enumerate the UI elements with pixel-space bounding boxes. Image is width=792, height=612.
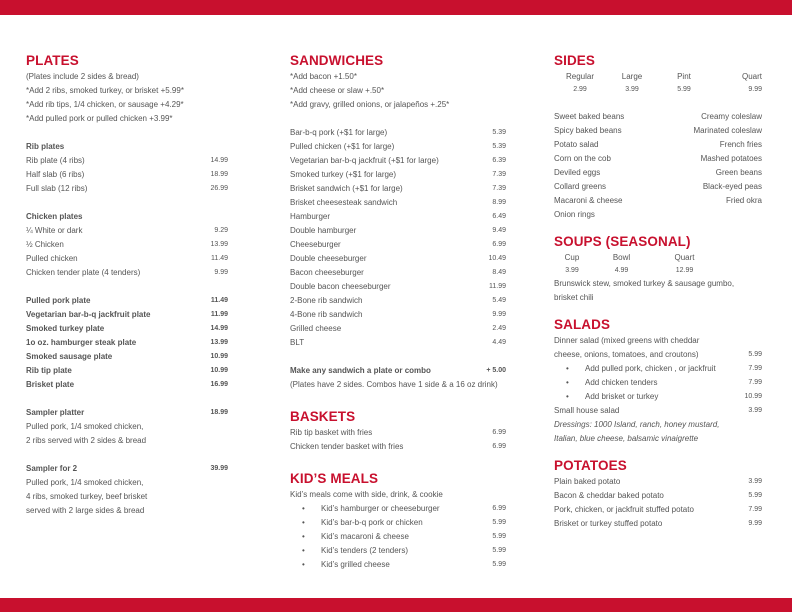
- item-description: served with 2 large sides & bread: [26, 506, 145, 515]
- item-name: Brisket sandwich (+$1 for large): [290, 184, 403, 193]
- menu-item: [26, 364, 228, 378]
- item-name: Kid’s macaroni & cheese: [321, 532, 409, 541]
- menu-item: [290, 516, 506, 530]
- item-price: 9.29: [214, 227, 228, 234]
- item-name: Kid’s tenders (2 tenders): [321, 546, 409, 555]
- menu-item: [26, 350, 228, 364]
- menu-item: [26, 322, 228, 336]
- bullet: •: [302, 560, 305, 569]
- item-name: Rib tip basket with fries: [290, 428, 373, 437]
- item-name: ¼ White or dark: [26, 226, 83, 235]
- item-price: 3.99: [748, 478, 762, 485]
- soups-title: SOUPS (SEASONAL): [554, 234, 691, 249]
- side-item: Mashed potatoes: [700, 154, 762, 163]
- menu-item: [290, 322, 506, 336]
- item-name: Smoked turkey (+$1 for large): [290, 170, 397, 179]
- item-price: 3.99: [748, 407, 762, 414]
- item-price: 7.99: [748, 379, 762, 386]
- size-label: Pint: [677, 72, 691, 81]
- item-name: Kid’s hamburger or cheeseburger: [321, 504, 440, 513]
- bullet: •: [302, 518, 305, 527]
- menu-item: [554, 404, 762, 418]
- item-price: 10.49: [488, 255, 506, 262]
- size-price: 9.99: [748, 86, 762, 93]
- menu-item: [290, 440, 506, 454]
- menu-item: [554, 362, 762, 376]
- item-name: Vegetarian bar-b-q jackfruit plate: [26, 310, 151, 319]
- size-price: 2.99: [573, 86, 587, 93]
- menu-item: [290, 140, 506, 154]
- chicken-plates-heading: Chicken plates: [26, 212, 83, 221]
- menu-item: [554, 517, 762, 531]
- item-price: 39.99: [210, 465, 228, 472]
- item-name: Sampler platter: [26, 408, 85, 417]
- item-name: Brisket or turkey stuffed potato: [554, 519, 663, 528]
- item-price: 8.49: [492, 269, 506, 276]
- menu-item: [26, 224, 228, 238]
- menu-item: [290, 294, 506, 308]
- item-name: BLT: [290, 338, 305, 347]
- side-item: Creamy coleslaw: [701, 112, 762, 121]
- menu-item: [290, 280, 506, 294]
- menu-item: [554, 348, 762, 362]
- item-price: 2.49: [492, 325, 506, 332]
- item-name: Grilled cheese: [290, 324, 342, 333]
- bullet: •: [566, 378, 569, 387]
- side-item: French fries: [719, 140, 762, 149]
- item-name: Smoked turkey plate: [26, 324, 105, 333]
- sides-row: [554, 152, 762, 166]
- menu-item: [290, 530, 506, 544]
- plates-note: *Add rib tips, 1/4 chicken, or sausage +4.29*: [26, 100, 184, 109]
- item-name: Smoked sausage plate: [26, 352, 113, 361]
- item-price: 7.99: [748, 365, 762, 372]
- item-name: cheese, onions, tomatoes, and croutons): [554, 350, 699, 359]
- item-price: 6.99: [492, 241, 506, 248]
- soup-size-table: [554, 251, 716, 277]
- item-price: 9.99: [492, 311, 506, 318]
- item-price: 9.49: [492, 227, 506, 234]
- baskets-title: BASKETS: [290, 409, 356, 424]
- item-name: Make any sandwich a plate or combo: [290, 366, 431, 375]
- item-name: Rib tip plate: [26, 366, 72, 375]
- menu-item: [26, 252, 228, 266]
- menu-item: [290, 336, 506, 350]
- sides-row: [554, 138, 762, 152]
- top-banner: [0, 0, 792, 15]
- item-name: Bacon & cheddar baked potato: [554, 491, 664, 500]
- bullet: •: [566, 364, 569, 373]
- size-label: Quart: [674, 253, 695, 262]
- soup-description: Brunswick stew, smoked turkey & sausage gumbo,: [554, 279, 735, 288]
- item-name: Double cheeseburger: [290, 254, 367, 263]
- sandwiches-title: SANDWICHES: [290, 53, 384, 68]
- item-name: Kid’s grilled cheese: [321, 560, 390, 569]
- item-name: Pulled chicken: [26, 254, 78, 263]
- item-price: 13.99: [210, 241, 228, 248]
- item-price: 7.39: [492, 185, 506, 192]
- rib-plates-heading: Rib plates: [26, 142, 65, 151]
- item-price: 18.99: [210, 171, 228, 178]
- item-description: Pulled pork, 1/4 smoked chicken,: [26, 478, 144, 487]
- menu-item: [554, 489, 762, 503]
- item-name: Pulled pork plate: [26, 296, 91, 305]
- item-price: + 5.00: [486, 367, 506, 374]
- item-name: Double hamburger: [290, 226, 357, 235]
- menu-item: [290, 558, 506, 572]
- menu-item: [290, 238, 506, 252]
- sides-title: SIDES: [554, 53, 596, 68]
- item-price: 6.99: [492, 443, 506, 450]
- sides-size-table: [554, 70, 762, 96]
- item-name: 1o oz. hamburger steak plate: [26, 338, 137, 347]
- sides-row: [554, 194, 762, 208]
- item-price: 5.99: [492, 547, 506, 554]
- side-item: Onion rings: [554, 210, 595, 219]
- menu-item: [26, 378, 228, 392]
- size-price: 4.99: [614, 267, 629, 274]
- item-name: Half slab (6 ribs): [26, 170, 85, 179]
- soup-description: brisket chili: [554, 293, 594, 302]
- bullet: •: [566, 392, 569, 401]
- side-item: Green beans: [715, 168, 762, 177]
- item-name: Vegetarian bar-b-q jackfruit (+$1 for large): [290, 156, 439, 165]
- menu-item: [26, 308, 228, 322]
- item-name: Cheeseburger: [290, 240, 341, 249]
- plates-note: *Add pulled pork or pulled chicken +3.99*: [26, 114, 173, 123]
- item-price: 6.39: [492, 157, 506, 164]
- item-price: 16.99: [210, 381, 228, 388]
- item-price: 5.99: [492, 561, 506, 568]
- item-name: Brisket cheesesteak sandwich: [290, 198, 398, 207]
- menu-item: [290, 168, 506, 182]
- potatoes-title: POTATOES: [554, 458, 627, 473]
- item-price: 5.39: [492, 143, 506, 150]
- item-name: Small house salad: [554, 406, 620, 415]
- side-item: Marinated coleslaw: [693, 126, 762, 135]
- side-item: Collard greens: [554, 182, 607, 191]
- item-name: Plain baked potato: [554, 477, 621, 486]
- item-price: 18.99: [210, 409, 228, 416]
- plates-title: PLATES: [26, 53, 79, 68]
- menu-item: [554, 475, 762, 489]
- size-label: Large: [621, 72, 643, 81]
- item-price: 5.99: [492, 533, 506, 540]
- item-name: Full slab (12 ribs): [26, 184, 88, 193]
- item-name: Double bacon cheeseburger: [290, 282, 391, 291]
- size-label: Quart: [741, 72, 762, 81]
- item-price: 7.39: [492, 171, 506, 178]
- menu-item: [554, 503, 762, 517]
- item-name: Pork, chicken, or jackfruit stuffed potato: [554, 505, 694, 514]
- item-name: Chicken tender plate (4 tenders): [26, 268, 141, 277]
- dressings-note: Italian, blue cheese, balsamic vinaigrette: [554, 434, 699, 443]
- item-price: 8.99: [492, 199, 506, 206]
- item-name: Pulled chicken (+$1 for large): [290, 142, 395, 151]
- sides-row: [554, 166, 762, 180]
- sides-row: [554, 208, 762, 222]
- sides-row: [554, 124, 762, 138]
- item-name: 2-Bone rib sandwich: [290, 296, 363, 305]
- size-label: Regular: [565, 72, 594, 81]
- sandwich-list: [290, 126, 506, 350]
- salad-description: Dinner salad (mixed greens with cheddar: [554, 336, 700, 345]
- item-name: Sampler for 2: [26, 464, 78, 473]
- plates-note: (Plates include 2 sides & bread): [26, 72, 139, 81]
- item-name: Rib plate (4 ribs): [26, 156, 85, 165]
- menu-item: [290, 544, 506, 558]
- sides-row: [554, 180, 762, 194]
- menu-item: [26, 238, 228, 252]
- menu-item: [290, 126, 506, 140]
- sides-list: [554, 110, 762, 222]
- item-name: Hamburger: [290, 212, 331, 221]
- side-item: Sweet baked beans: [554, 112, 625, 121]
- side-item: Corn on the cob: [554, 154, 611, 163]
- kids-note: Kid’s meals come with side, drink, & cookie: [290, 490, 443, 499]
- item-price: 5.49: [492, 297, 506, 304]
- item-price: 4.49: [492, 339, 506, 346]
- size-price: 12.99: [675, 267, 694, 274]
- side-item: Macaroni & cheese: [554, 196, 623, 205]
- size-label: Cup: [564, 253, 580, 262]
- combo-note: (Plates have 2 sides. Combos have 1 side & a 16 oz drink): [290, 380, 498, 389]
- item-price: 11.49: [210, 297, 228, 304]
- bullet: •: [302, 504, 305, 513]
- item-name: Add brisket or turkey: [585, 392, 659, 401]
- item-price: 26.99: [210, 185, 228, 192]
- size-price: 3.99: [565, 267, 579, 274]
- combo-item: [290, 364, 506, 378]
- item-name: ½ Chicken: [26, 240, 64, 249]
- menu-item: [26, 182, 228, 196]
- item-price: 7.99: [748, 506, 762, 513]
- menu-item: [290, 154, 506, 168]
- item-price: 5.99: [492, 519, 506, 526]
- side-item: Black-eyed peas: [702, 182, 762, 191]
- menu-item: [290, 210, 506, 224]
- item-name: Kid’s bar-b-q pork or chicken: [321, 518, 423, 527]
- item-description: 2 ribs served with 2 sides & bread: [26, 436, 147, 445]
- sandwiches-column: [290, 52, 506, 572]
- item-name: Add pulled pork, chicken , or jackfruit: [585, 364, 716, 373]
- sandwich-note: *Add bacon +1.50*: [290, 72, 357, 81]
- menu-item: [26, 154, 228, 168]
- item-price: 10.99: [744, 393, 762, 400]
- bullet: •: [302, 532, 305, 541]
- size-price: 5.99: [677, 86, 691, 93]
- item-price: 10.99: [210, 367, 228, 374]
- menu-item: [290, 252, 506, 266]
- menu-item: [554, 390, 762, 404]
- sandwich-note: *Add gravy, grilled onions, or jalapeños +.25*: [290, 100, 450, 109]
- sides-row: [554, 110, 762, 124]
- bottom-banner: [0, 598, 792, 612]
- item-description: 4 ribs, smoked turkey, beef brisket: [26, 492, 148, 501]
- sandwich-note: *Add cheese or slaw +.50*: [290, 86, 385, 95]
- kids-meals-title: KID’S MEALS: [290, 471, 379, 486]
- size-price: 3.99: [625, 86, 639, 93]
- item-price: 5.99: [748, 351, 762, 358]
- menu-item: [290, 196, 506, 210]
- menu-item: [290, 182, 506, 196]
- item-price: 14.99: [210, 157, 228, 164]
- menu-item: [26, 462, 228, 476]
- item-price: 10.99: [210, 353, 228, 360]
- side-item: Spicy baked beans: [554, 126, 622, 135]
- item-name: 4-Bone rib sandwich: [290, 310, 363, 319]
- menu-item: [290, 308, 506, 322]
- item-price: 9.99: [214, 269, 228, 276]
- menu-item: [290, 426, 506, 440]
- item-name: Bacon cheeseburger: [290, 268, 364, 277]
- menu-item: [554, 376, 762, 390]
- dressings-note: Dressings: 1000 Island, ranch, honey mustard,: [554, 420, 720, 429]
- item-price: 13.99: [210, 339, 228, 346]
- item-price: 6.99: [492, 505, 506, 512]
- salads-title: SALADS: [554, 317, 611, 332]
- menu-item: [26, 266, 228, 280]
- item-name: Add chicken tenders: [585, 378, 658, 387]
- item-price: 11.49: [211, 255, 228, 262]
- plates-note: *Add 2 ribs, smoked turkey, or brisket +5.99*: [26, 86, 184, 95]
- menu-item: [290, 224, 506, 238]
- item-name: Bar-b-q pork (+$1 for large): [290, 128, 388, 137]
- menu-item: [290, 266, 506, 280]
- menu-item: [290, 502, 506, 516]
- side-item: Potato salad: [554, 140, 599, 149]
- item-description: Pulled pork, 1/4 smoked chicken,: [26, 422, 144, 431]
- side-item: Deviled eggs: [554, 168, 601, 177]
- item-price: 5.99: [748, 492, 762, 499]
- side-item: Fried okra: [725, 196, 762, 205]
- plates-column: [26, 52, 228, 518]
- sides-column: [554, 52, 762, 531]
- item-price: 11.99: [210, 311, 228, 318]
- item-price: 6.49: [492, 213, 506, 220]
- item-price: 6.99: [492, 429, 506, 436]
- menu-item: [26, 406, 228, 420]
- item-name: Chicken tender basket with fries: [290, 442, 404, 451]
- item-price: 5.39: [492, 129, 506, 136]
- item-price: 14.99: [210, 325, 228, 332]
- bullet: •: [302, 546, 305, 555]
- menu-item: [26, 168, 228, 182]
- size-label: Bowl: [612, 253, 631, 262]
- item-name: Brisket plate: [26, 380, 75, 389]
- item-price: 11.99: [489, 283, 506, 290]
- item-price: 9.99: [748, 520, 762, 527]
- menu-item: [26, 294, 228, 308]
- menu-item: [26, 336, 228, 350]
